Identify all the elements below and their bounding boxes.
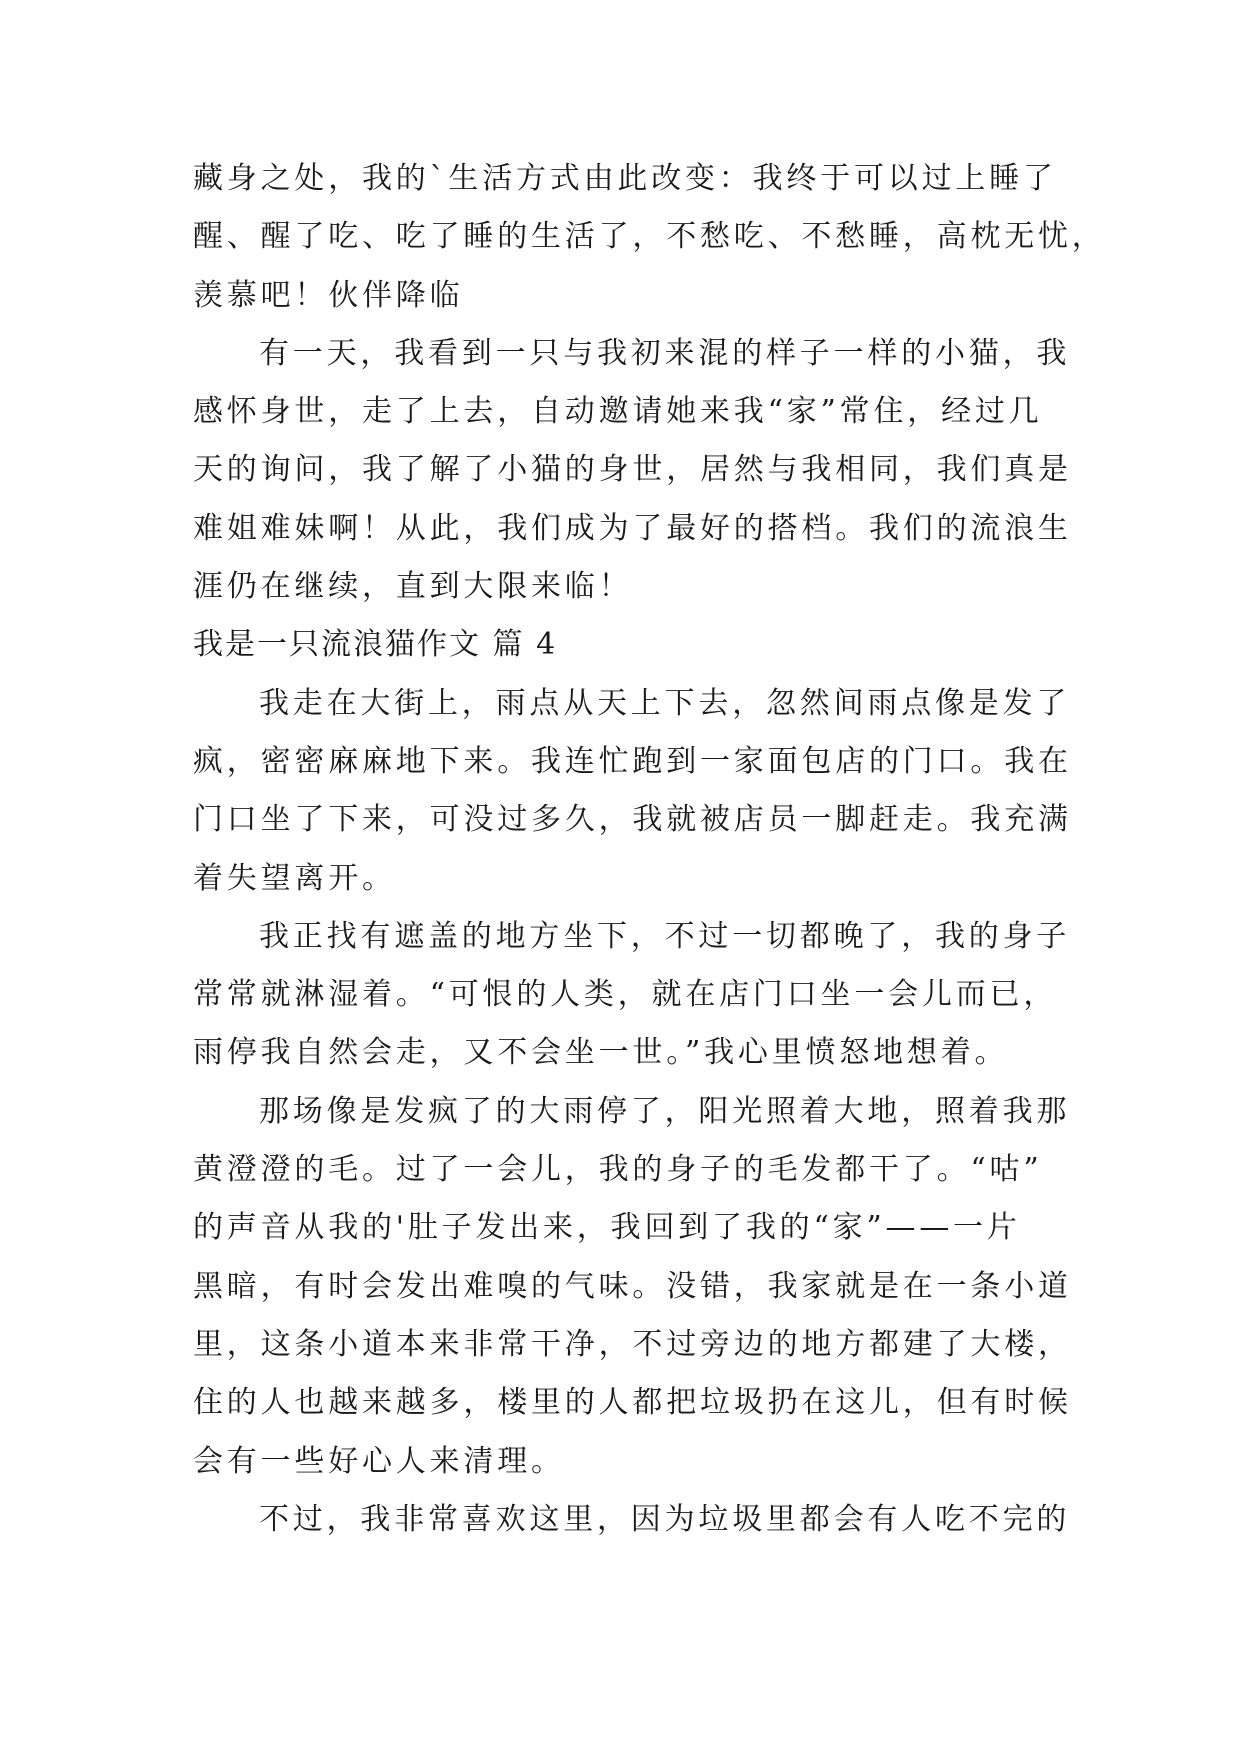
text-line: 那场像是发疯了的大雨停了，阳光照着大地，照着我那 (259, 1093, 1071, 1129)
text-line: 感怀身世，走了上去，自动邀请她来我“家”常住，经过几 (193, 394, 1043, 430)
text-line: 天的询问，我了解了小猫的身世，居然与我相同，我们真是 (193, 452, 1072, 488)
heading-text: 我是一只流浪猫作文 篇 4 (193, 627, 558, 663)
text-line: 羡慕吧！伙伴降临 (193, 277, 464, 313)
section-heading (193, 616, 1053, 674)
text-line: 难姐难妹啊！从此，我们成为了最好的搭档。我们的流浪生 (193, 510, 1072, 546)
paragraph (193, 1083, 1072, 1491)
paragraph (193, 150, 1106, 325)
text-line: 门口坐了下来，可没过多久，我就被店员一脚赶走。我充满 (193, 802, 1072, 838)
paragraph (193, 325, 1072, 616)
paragraph (193, 1491, 1071, 1549)
text-line: 黄澄澄的毛。过了一会儿，我的身子的毛发都干了。“咕” (193, 1152, 1043, 1188)
paragraph (193, 908, 1071, 1083)
text-line: 常常就淋湿着。“可恨的人类，就在店门口坐一会儿而已， (193, 977, 1058, 1013)
text-line: 醒、醒了吃、吃了睡的生活了，不愁吃、不愁睡，高枕无忧， (193, 219, 1106, 255)
text-line: 住的人也越来越多，楼里的人都把垃圾扔在这儿，但有时候 (193, 1385, 1072, 1421)
text-line: 会有一些好心人来清理。 (193, 1443, 565, 1479)
text-line: 着失望离开。 (193, 860, 396, 896)
text-line: 黑暗，有时会发出难嗅的气味。没错，我家就是在一条小道 (193, 1268, 1072, 1304)
essay-body (193, 150, 1106, 1549)
text-line: 雨停我自然会走，又不会坐一世。”我心里愤怒地想着。 (193, 1035, 1009, 1071)
text-line: 疯，密密麻麻地下来。我连忙跑到一家面包店的门口。我在 (193, 743, 1072, 779)
text-line: 有一天，我看到一只与我初来混的样子一样的小猫，我 (259, 335, 1071, 371)
text-line: 我正找有遮盖的地方坐下，不过一切都晚了，我的身子 (259, 918, 1071, 954)
text-line: 藏身之处，我的`生活方式由此改变：我终于可以过上睡了 (193, 161, 1057, 196)
paragraph (193, 675, 1072, 908)
text-line: 的声音从我的'肚子发出来，我回到了我的“家”——一片 (193, 1210, 1021, 1246)
text-line: 里，这条小道本来非常干净，不过旁边的地方都建了大楼， (193, 1326, 1072, 1362)
text-line: 我走在大街上，雨点从天上下去，忽然间雨点像是发了 (259, 685, 1071, 721)
text-line: 不过，我非常喜欢这里，因为垃圾里都会有人吃不完的 (259, 1501, 1071, 1537)
text-line: 涯仍在继续，直到大限来临！ (193, 569, 633, 605)
